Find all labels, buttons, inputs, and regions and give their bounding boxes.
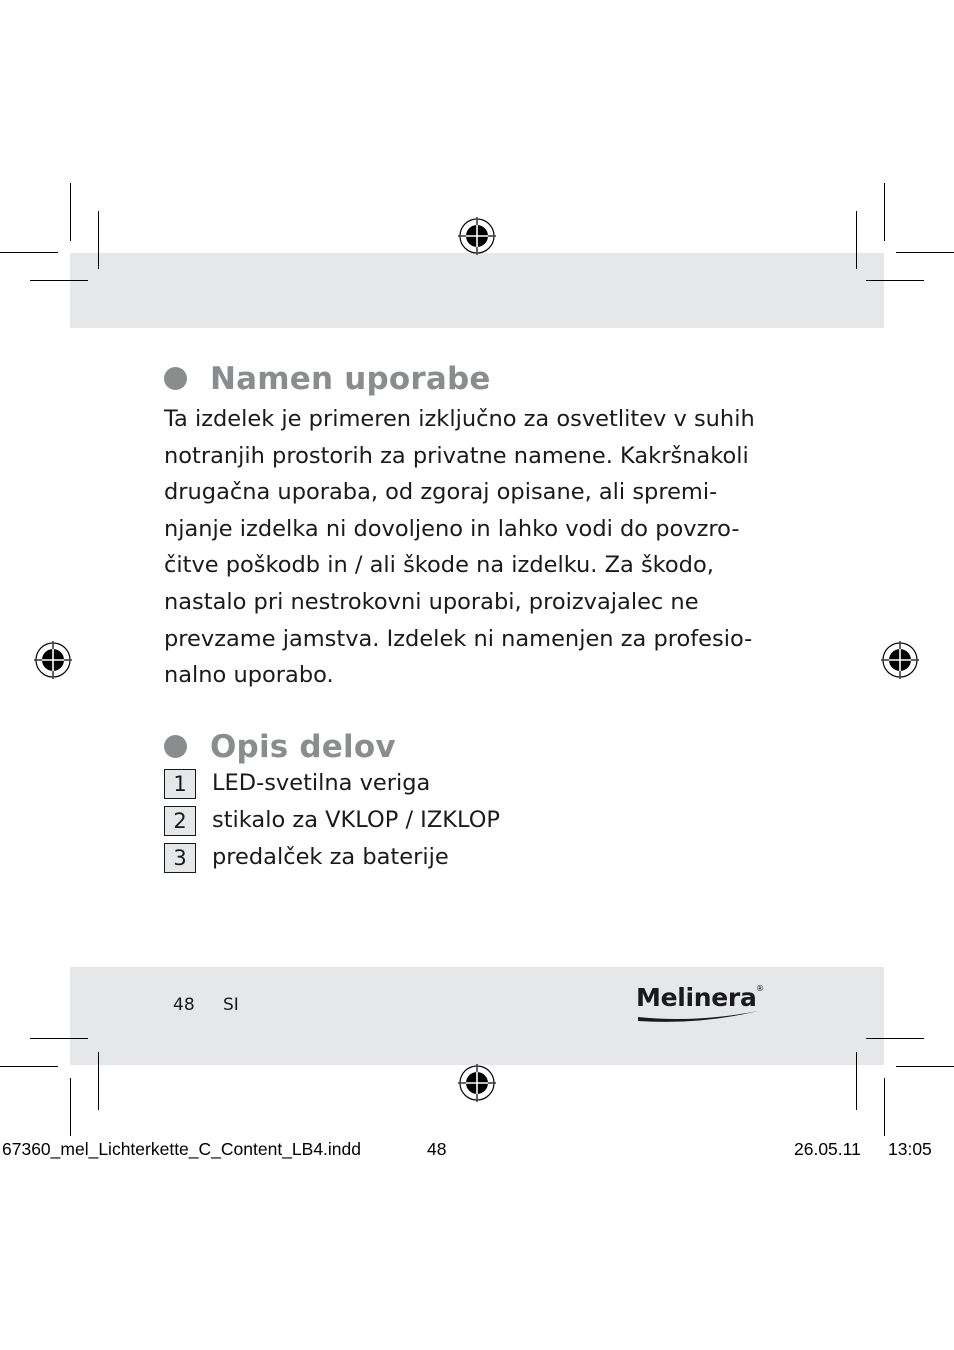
crop-mark (30, 280, 88, 281)
paragraph-line: čitve poškodb in / ali škode na izdelku. Za škodo, (164, 552, 714, 579)
paragraph-line: nastalo pri nestrokovni uporabi, proizvajalec ne (164, 588, 699, 615)
part-number-box: 3 (164, 843, 196, 873)
registration-mark-icon (880, 640, 920, 680)
crop-mark (884, 183, 885, 241)
part-label: stikalo za VKLOP / IZKLOP (212, 807, 500, 833)
part-number-box: 2 (164, 806, 196, 836)
intended-use-paragraph (164, 401, 764, 694)
crop-mark (0, 1066, 58, 1067)
registration-mark-icon (33, 640, 73, 680)
crop-mark (70, 183, 71, 241)
brand-name: Melinera (636, 983, 757, 1012)
crop-mark (70, 1078, 71, 1136)
crop-mark (98, 211, 99, 269)
section-heading-intended-use (164, 359, 491, 399)
crop-mark (856, 1052, 857, 1110)
language-code: SI (223, 995, 239, 1015)
section-heading-parts (164, 727, 396, 767)
heading-text: Opis delov (210, 729, 396, 765)
crop-mark (98, 1052, 99, 1110)
registration-mark-icon (457, 1063, 497, 1103)
logo-swoosh-icon (636, 1009, 760, 1023)
crop-mark (896, 1066, 954, 1067)
registered-mark: ® (756, 984, 764, 993)
paragraph-line: nalno uporabo. (164, 662, 334, 689)
crop-mark (884, 1078, 885, 1136)
crop-mark (856, 211, 857, 269)
page-number: 48 (173, 995, 195, 1015)
header-band (70, 253, 884, 328)
crop-mark (30, 1038, 88, 1039)
bullet-icon (164, 735, 187, 758)
paragraph-line: drugačna uporaba, od zgoraj opisane, ali spremi- (164, 479, 718, 506)
part-label: LED-svetilna veriga (212, 770, 431, 796)
slug-page: 48 (427, 1139, 447, 1159)
crop-mark (866, 280, 924, 281)
slug-filename: 67360_mel_Lichterkette_C_Content_LB4.indd (2, 1139, 362, 1159)
heading-text: Namen uporabe (210, 361, 491, 397)
slug-date: 26.05.11 (794, 1139, 861, 1159)
crop-mark (866, 1038, 924, 1039)
part-number-box: 1 (164, 769, 196, 799)
crop-mark (0, 252, 58, 253)
paragraph-line: prevzame jamstva. Izdelek ni namenjen za profesio- (164, 625, 753, 652)
paragraph-line: njanje izdelka ni dovoljeno in lahko vodi do povzro- (164, 515, 740, 542)
brand-logo (636, 982, 766, 1026)
paragraph-line: Ta izdelek je primeren izključno za osvetlitev v suhih (164, 406, 755, 432)
bullet-icon (164, 367, 187, 390)
paragraph-line: notranjih prostorih za privatne namene. Kakršnakoli (164, 442, 749, 469)
crop-mark (896, 252, 954, 253)
registration-mark-icon (457, 216, 497, 256)
part-label: predalček za baterije (212, 844, 449, 870)
slug-time: 13:05 (888, 1139, 932, 1159)
